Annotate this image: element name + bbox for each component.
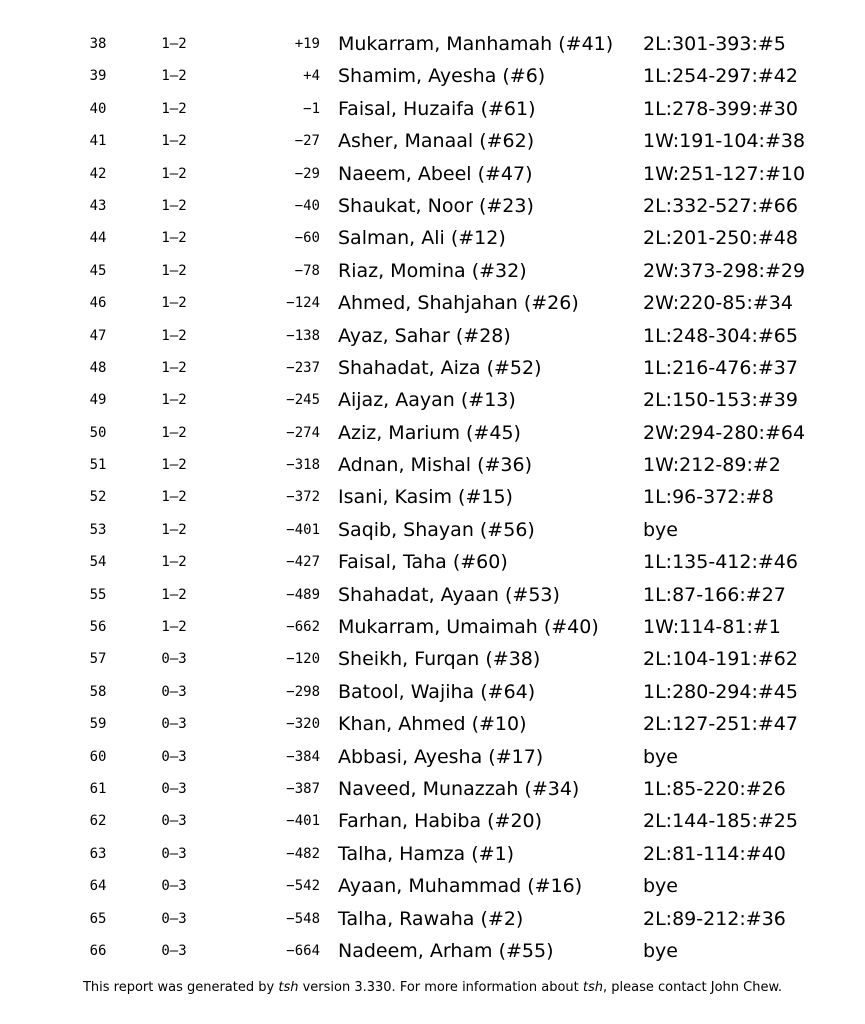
rank-cell: 49 <box>89 392 107 409</box>
record-cell: 0–3 <box>161 813 187 830</box>
table-row <box>0 125 865 157</box>
player-cell: Sheikh, Furqan (#38) <box>338 648 541 671</box>
rank-cell: 65 <box>89 910 107 927</box>
spread-cell: −387 <box>286 780 320 797</box>
spread-cell: −320 <box>286 716 320 733</box>
rank-cell: 57 <box>89 651 107 668</box>
spread-cell: −489 <box>286 586 320 603</box>
record-cell: 1–2 <box>161 68 187 85</box>
rank-cell: 56 <box>89 619 107 636</box>
record-cell: 0–3 <box>161 748 187 765</box>
record-cell: 0–3 <box>161 716 187 733</box>
result-cell: 2W:294-280:#64 <box>643 421 806 444</box>
result-cell: 2L:104-191:#62 <box>643 648 798 671</box>
table-row <box>0 741 865 773</box>
spread-cell: −542 <box>286 878 320 895</box>
rank-cell: 38 <box>89 36 107 52</box>
record-cell: 0–3 <box>161 651 187 668</box>
table-row <box>0 449 865 481</box>
result-cell: 1L:135-412:#46 <box>643 551 798 574</box>
footer-program-name-2: tsh <box>582 980 603 995</box>
player-cell: Khan, Ahmed (#10) <box>338 713 527 736</box>
rank-cell: 63 <box>89 845 107 862</box>
result-cell: 1W:212-89:#2 <box>643 454 781 477</box>
result-cell: 2L:89-212:#36 <box>643 907 786 930</box>
spread-cell: −274 <box>286 424 320 441</box>
result-cell: 1W:114-81:#1 <box>643 616 781 639</box>
player-cell: Talha, Hamza (#1) <box>338 842 515 865</box>
player-cell: Farhan, Habiba (#20) <box>338 810 543 833</box>
record-cell: 1–2 <box>161 230 187 247</box>
table-row <box>0 352 865 384</box>
player-cell: Mukarram, Umaimah (#40) <box>338 616 599 639</box>
spread-cell: −120 <box>286 651 320 668</box>
result-cell: 1L:216-476:#37 <box>643 356 798 379</box>
table-row <box>0 93 865 125</box>
result-cell: 1L:280-294:#45 <box>643 680 798 703</box>
spread-cell: −427 <box>286 554 320 571</box>
record-cell: 1–2 <box>161 197 187 214</box>
player-cell: Talha, Rawaha (#2) <box>338 907 524 930</box>
footer-text-3: , please contact John Chew. <box>602 980 783 995</box>
result-cell: 2L:144-185:#25 <box>643 810 798 833</box>
result-cell: 2L:150-153:#39 <box>643 389 798 412</box>
footer-program-name: tsh <box>278 980 299 995</box>
table-row <box>0 935 865 967</box>
rank-cell: 44 <box>89 230 107 247</box>
record-cell: 0–3 <box>161 780 187 797</box>
result-cell: 1L:87-166:#27 <box>643 583 786 606</box>
spread-cell: −662 <box>286 619 320 636</box>
player-cell: Adnan, Mishal (#36) <box>338 454 533 477</box>
table-row <box>0 708 865 740</box>
player-cell: Naeem, Abeel (#47) <box>338 162 533 185</box>
player-cell: Salman, Ali (#12) <box>338 227 506 250</box>
table-row <box>0 903 865 935</box>
result-cell: 2L:127-251:#47 <box>643 713 798 736</box>
result-cell: bye <box>643 939 678 962</box>
result-cell: 2L:81-114:#40 <box>643 842 786 865</box>
spread-cell: −27 <box>294 133 320 150</box>
rank-cell: 58 <box>89 683 107 700</box>
table-row <box>0 287 865 319</box>
table-row <box>0 676 865 708</box>
table-row <box>0 514 865 546</box>
result-cell: 2L:201-250:#48 <box>643 227 798 250</box>
spread-cell: −138 <box>286 327 320 344</box>
player-cell: Saqib, Shayan (#56) <box>338 518 535 541</box>
table-row <box>0 222 865 254</box>
record-cell: 1–2 <box>161 521 187 538</box>
record-cell: 1–2 <box>161 295 187 312</box>
result-cell: 1L:248-304:#65 <box>643 324 798 347</box>
rank-cell: 45 <box>89 262 107 279</box>
table-row <box>0 870 865 902</box>
table-row <box>0 773 865 805</box>
rank-cell: 43 <box>89 197 107 214</box>
record-cell: 0–3 <box>161 845 187 862</box>
record-cell: 1–2 <box>161 457 187 474</box>
player-cell: Shamim, Ayesha (#6) <box>338 65 546 88</box>
report-footer <box>0 980 865 995</box>
spread-cell: −318 <box>286 457 320 474</box>
table-row <box>0 579 865 611</box>
result-cell: 2W:373-298:#29 <box>643 259 806 282</box>
spread-cell: −298 <box>286 683 320 700</box>
result-cell: bye <box>643 745 678 768</box>
player-cell: Shahadat, Ayaan (#53) <box>338 583 560 606</box>
result-cell: 1L:96-372:#8 <box>643 486 774 509</box>
player-cell: Faisal, Huzaifa (#61) <box>338 97 536 120</box>
rank-cell: 61 <box>89 780 107 797</box>
standings-table <box>0 28 865 967</box>
rank-cell: 66 <box>89 942 107 959</box>
spread-cell: −78 <box>294 262 320 279</box>
result-cell: 1L:85-220:#26 <box>643 777 786 800</box>
table-row <box>0 481 865 513</box>
rank-cell: 62 <box>89 813 107 830</box>
player-cell: Isani, Kasim (#15) <box>338 486 513 509</box>
result-cell: 1W:191-104:#38 <box>643 130 806 153</box>
player-cell: Naveed, Munazzah (#34) <box>338 777 580 800</box>
rank-cell: 54 <box>89 554 107 571</box>
table-row <box>0 28 865 60</box>
record-cell: 1–2 <box>161 424 187 441</box>
player-cell: Asher, Manaal (#62) <box>338 130 535 153</box>
player-cell: Aziz, Marium (#45) <box>338 421 521 444</box>
rank-cell: 39 <box>89 68 107 85</box>
rank-cell: 52 <box>89 489 107 506</box>
player-cell: Batool, Wajiha (#64) <box>338 680 536 703</box>
player-cell: Riaz, Momina (#32) <box>338 259 527 282</box>
result-cell: 2L:332-527:#66 <box>643 194 798 217</box>
spread-cell: −245 <box>286 392 320 409</box>
spread-cell: −548 <box>286 910 320 927</box>
footer-text-1: This report was generated by <box>82 980 279 995</box>
record-cell: 1–2 <box>161 100 187 117</box>
player-cell: Nadeem, Arham (#55) <box>338 939 554 962</box>
record-cell: 0–3 <box>161 910 187 927</box>
spread-cell: −664 <box>286 942 320 959</box>
rank-cell: 64 <box>89 878 107 895</box>
spread-cell: −401 <box>286 521 320 538</box>
table-row <box>0 838 865 870</box>
rank-cell: 51 <box>89 457 107 474</box>
spread-cell: +19 <box>294 36 320 52</box>
record-cell: 1–2 <box>161 392 187 409</box>
spread-cell: −60 <box>294 230 320 247</box>
rank-cell: 42 <box>89 165 107 182</box>
rank-cell: 53 <box>89 521 107 538</box>
record-cell: 1–2 <box>161 489 187 506</box>
record-cell: 1–2 <box>161 586 187 603</box>
table-row <box>0 417 865 449</box>
spread-cell: −372 <box>286 489 320 506</box>
result-cell: 1W:251-127:#10 <box>643 162 806 185</box>
record-cell: 0–3 <box>161 878 187 895</box>
rank-cell: 48 <box>89 359 107 376</box>
spread-cell: −482 <box>286 845 320 862</box>
record-cell: 1–2 <box>161 133 187 150</box>
result-cell: 1L:254-297:#42 <box>643 65 798 88</box>
result-cell: 1L:278-399:#30 <box>643 97 798 120</box>
player-cell: Aijaz, Aayan (#13) <box>338 389 516 412</box>
rank-cell: 59 <box>89 716 107 733</box>
result-cell: 2W:220-85:#34 <box>643 292 793 315</box>
record-cell: 0–3 <box>161 683 187 700</box>
player-cell: Shahadat, Aiza (#52) <box>338 356 542 379</box>
rank-cell: 60 <box>89 748 107 765</box>
table-row <box>0 384 865 416</box>
table-row <box>0 190 865 222</box>
record-cell: 1–2 <box>161 165 187 182</box>
record-cell: 0–3 <box>161 942 187 959</box>
footer-text-2: version 3.330. For more information about <box>298 980 583 995</box>
rank-cell: 46 <box>89 295 107 312</box>
table-row <box>0 546 865 578</box>
player-cell: Ayaan, Muhammad (#16) <box>338 875 583 898</box>
result-cell: bye <box>643 518 678 541</box>
record-cell: 1–2 <box>161 262 187 279</box>
table-row <box>0 158 865 190</box>
result-cell: bye <box>643 875 678 898</box>
spread-cell: −29 <box>294 165 320 182</box>
record-cell: 1–2 <box>161 619 187 636</box>
table-row <box>0 255 865 287</box>
table-row <box>0 60 865 92</box>
spread-cell: +4 <box>303 68 320 85</box>
rank-cell: 50 <box>89 424 107 441</box>
table-row <box>0 643 865 675</box>
player-cell: Abbasi, Ayesha (#17) <box>338 745 544 768</box>
record-cell: 1–2 <box>161 554 187 571</box>
record-cell: 1–2 <box>161 327 187 344</box>
rank-cell: 41 <box>89 133 107 150</box>
spread-cell: −124 <box>286 295 320 312</box>
record-cell: 1–2 <box>161 359 187 376</box>
rank-cell: 47 <box>89 327 107 344</box>
player-cell: Ayaz, Sahar (#28) <box>338 324 511 347</box>
spread-cell: −237 <box>286 359 320 376</box>
spread-cell: −40 <box>294 197 320 214</box>
spread-cell: −384 <box>286 748 320 765</box>
table-row <box>0 320 865 352</box>
player-cell: Mukarram, Manhamah (#41) <box>338 33 614 55</box>
rank-cell: 55 <box>89 586 107 603</box>
rank-cell: 40 <box>89 100 107 117</box>
player-cell: Shaukat, Noor (#23) <box>338 194 534 217</box>
spread-cell: −401 <box>286 813 320 830</box>
player-cell: Faisal, Taha (#60) <box>338 551 508 574</box>
player-cell: Ahmed, Shahjahan (#26) <box>338 292 579 315</box>
record-cell: 1–2 <box>161 36 187 52</box>
table-row <box>0 611 865 643</box>
spread-cell: −1 <box>303 100 320 117</box>
result-cell: 2L:301-393:#5 <box>643 33 786 55</box>
table-row <box>0 805 865 837</box>
